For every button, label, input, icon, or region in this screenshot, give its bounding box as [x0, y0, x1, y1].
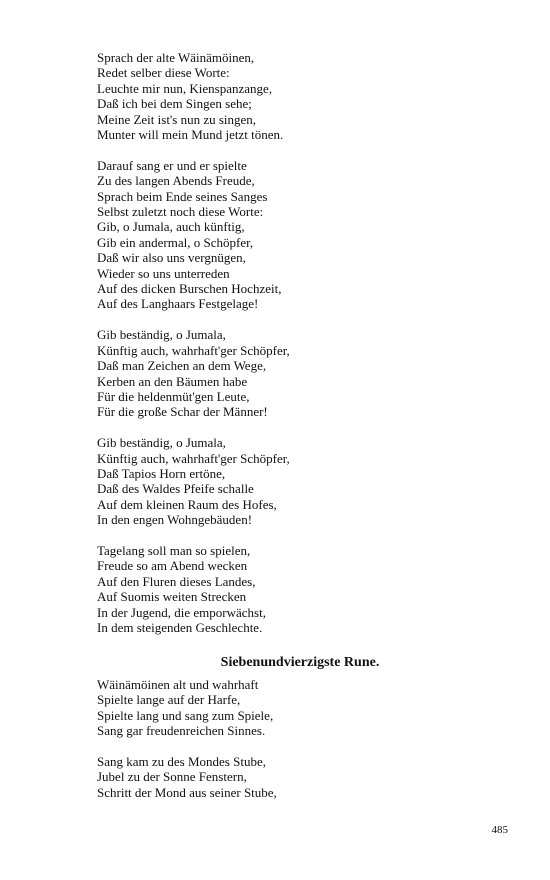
verse-line: Darauf sang er und er spielte	[97, 157, 247, 173]
verse-line: Daß ich bei dem Singen sehe;	[97, 96, 252, 112]
stanza	[97, 50, 517, 142]
verse-line: Redet selber diese Worte:	[97, 65, 230, 81]
verse-line: Wieder so uns unterreden	[97, 265, 230, 281]
verse-line: Künftig auch, wahrhaft'ger Schöpfer,	[97, 342, 290, 358]
verse-line: Für die große Schar der Männer!	[97, 404, 268, 420]
verse-line: Sang kam zu des Mondes Stube,	[97, 754, 266, 770]
verse-line: Sprach beim Ende seines Sanges	[97, 188, 268, 204]
verse-line: Auf den Fluren dieses Landes,	[97, 573, 256, 589]
verse-line: Gib beständig, o Jumala,	[97, 435, 226, 451]
verse-line: Daß man Zeichen an dem Wege,	[97, 358, 267, 374]
verse-line: Daß Tapios Horn ertöne,	[97, 465, 226, 481]
verse-line: Leuchte mir nun, Kienspanzange,	[97, 80, 273, 96]
stanza	[97, 543, 517, 635]
poem-section-previous-rune	[97, 50, 517, 635]
verse-line: Spielte lang und sang zum Spiele,	[97, 707, 274, 723]
verse-line: Gib beständig, o Jumala,	[97, 327, 226, 343]
verse-line: Auf dem kleinen Raum des Hofes,	[97, 496, 277, 512]
verse-line: Auf des Langhaars Festgelage!	[97, 296, 259, 312]
verse-line: Gib, o Jumala, auch künftig,	[97, 219, 245, 235]
verse-line: Für die heldenmüt'gen Leute,	[97, 388, 250, 404]
verse-line: Selbst zuletzt noch diese Worte:	[97, 204, 264, 220]
page-number: 485	[491, 824, 508, 836]
verse-line: In den engen Wohngebäuden!	[97, 512, 253, 528]
stanza	[97, 435, 517, 527]
verse-line: In der Jugend, die emporwächst,	[97, 604, 266, 620]
verse-line: Munter will mein Mund jetzt tönen.	[97, 127, 284, 143]
poem-section-new-rune	[97, 677, 517, 800]
rune-heading: Siebenundvierzigste Rune.	[220, 655, 380, 670]
stanza	[97, 754, 517, 800]
verse-line: Schritt der Mond aus seiner Stube,	[97, 784, 277, 800]
verse-line: Jubel zu der Sonne Fenstern,	[97, 769, 247, 785]
verse-line: Sang gar freudenreichen Sinnes.	[97, 723, 266, 739]
stanza	[97, 327, 517, 419]
verse-line: Tagelang soll man so spielen,	[97, 542, 251, 558]
verse-line: In dem steigenden Geschlechte.	[97, 619, 263, 635]
stanza	[97, 677, 517, 739]
verse-line: Freude so am Abend wecken	[97, 558, 248, 574]
verse-line: Daß wir also uns vergnügen,	[97, 250, 246, 266]
stanza	[97, 158, 517, 312]
verse-line: Künftig auch, wahrhaft'ger Schöpfer,	[97, 450, 290, 466]
verse-line: Sprach der alte Wäinämöinen,	[97, 50, 255, 65]
verse-line: Auf Suomis weiten Strecken	[97, 589, 247, 605]
verse-line: Auf des dicken Burschen Hochzeit,	[97, 281, 282, 297]
verse-line: Daß des Waldes Pfeife schalle	[97, 481, 254, 497]
verse-line: Spielte lange auf der Harfe,	[97, 692, 241, 708]
verse-line: Meine Zeit ist's nun zu singen,	[97, 111, 257, 127]
verse-line: Zu des langen Abends Freude,	[97, 173, 255, 189]
verse-line: Wäinämöinen alt und wahrhaft	[97, 677, 259, 692]
verse-line: Kerben an den Bäumen habe	[97, 373, 248, 389]
verse-line: Gib ein andermal, o Schöpfer,	[97, 234, 254, 250]
